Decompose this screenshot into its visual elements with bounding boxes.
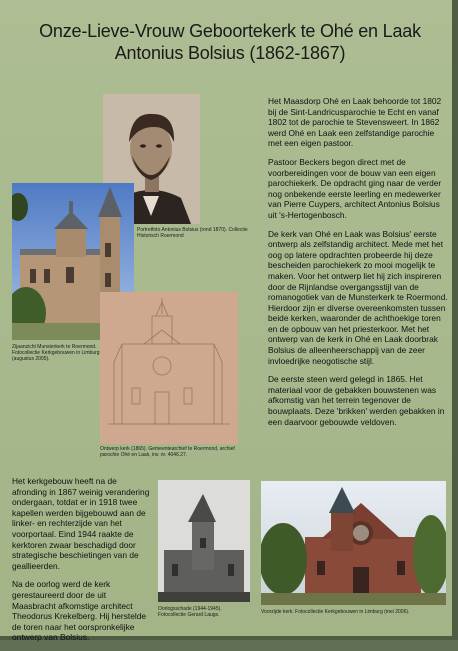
church-current-caption: Voorzijde kerk. Fotocollectie Kerkgebouwen in Limburg (mei 2006). bbox=[261, 609, 410, 615]
war-damage-photo bbox=[158, 480, 250, 602]
paragraph: Pastoor Beckers begon direct met de voorbereidingen voor de bouw van een eigen parochiekerk. De opdracht ging naar de verder nog onbekende eerste leerling en medewerker van Pierre Cuypers, architect Antonius Bolsius uit 's-Hertogenbosch. bbox=[268, 156, 442, 220]
title-line-2: Antonius Bolsius (1862-1867) bbox=[114, 43, 346, 63]
church-design-drawing bbox=[100, 292, 238, 444]
paragraph: Het Maasdorp Ohé en Laak behoorde tot 1802 bij de Sint-Landricusparochie te Echt en vanaf 1802 tot de parochie te Stevensweert. In 1862 werd Ohé en Laak een zelfstandige parochie met een eigen pastoor. bbox=[268, 96, 442, 149]
portrait-caption: Portretfoto Antonius Bolsius (rond 1870). Collectie Historisch Roermond bbox=[137, 227, 248, 239]
history-text-right bbox=[268, 96, 450, 435]
history-text-left bbox=[12, 476, 152, 651]
war-damage-caption: Oorlogsschade (1944-1945). Fotocollectie Gerard Laugs. bbox=[158, 606, 222, 618]
paragraph: De eerste steen werd gelegd in 1865. Het materiaal voor de gebakken bouwstenen was afkomstig van het terrein tegenover de bouwplaats. Deze 'brikken' werden gebakken in een daarvoor gebouwde veldoven. bbox=[268, 374, 445, 427]
paragraph: Het kerkgebouw heeft na de afronding in 1867 weinig verandering ondergaan, totdat er in 1918 twee kapellen werden bijgebouwd aan de linker- en rechterzijde van het voorportaal. Eind 1944 raakte de kerktoren zwaar beschadigd door strategische beschietingen van de geallieerden. bbox=[12, 476, 150, 571]
paragraph: Na de oorlog werd de kerk gerestaureerd door de uit Maasbracht afkomstige architect Theodorus Krekelberg. Hij herstelde de toren naar het oorspronkelijke ontwerp van Bolsius. bbox=[12, 579, 147, 643]
title-line-1: Onze-Lieve-Vrouw Geboortekerk te Ohé en Laak bbox=[39, 21, 421, 41]
panel-title bbox=[10, 20, 450, 64]
paragraph: De kerk van Ohé en Laak was Bolsius' eerste ontwerp als zelfstandig architect. Mede met het oog op latere opdrachten probeerde hij deze bescheiden parochiekerk zo mooi mogelijk te maken. Voor het ontwerp liet hij zich inspireren door de Rijnlandse overgangsstijl van de romanogotiek van de Munsterkerk te Roermond. Hierdoor zijn er diverse overeenkomsten tussen beide kerken, waaronder de achthoekige toren en de opbouw van het priesterkoor. Met het ontwerp van de kerk in Ohé en Laak doorbrak Bolsius de alleenheerschappij van de zeer invloedrijke neogotische stijl. bbox=[268, 228, 448, 366]
munsterkerk-caption: Zijaanzicht Munsterkerk te Roermond. Fotocollectie Kerkgebouwen in Limburg (augustus 2005). bbox=[12, 344, 100, 362]
church-current-photo bbox=[261, 481, 446, 605]
drawing-caption: Ontwerp kerk (1865). Gemeentearchief te Roermond, archief parochie Ohé en Laak, inv. nr. 4046.27. bbox=[100, 446, 235, 458]
